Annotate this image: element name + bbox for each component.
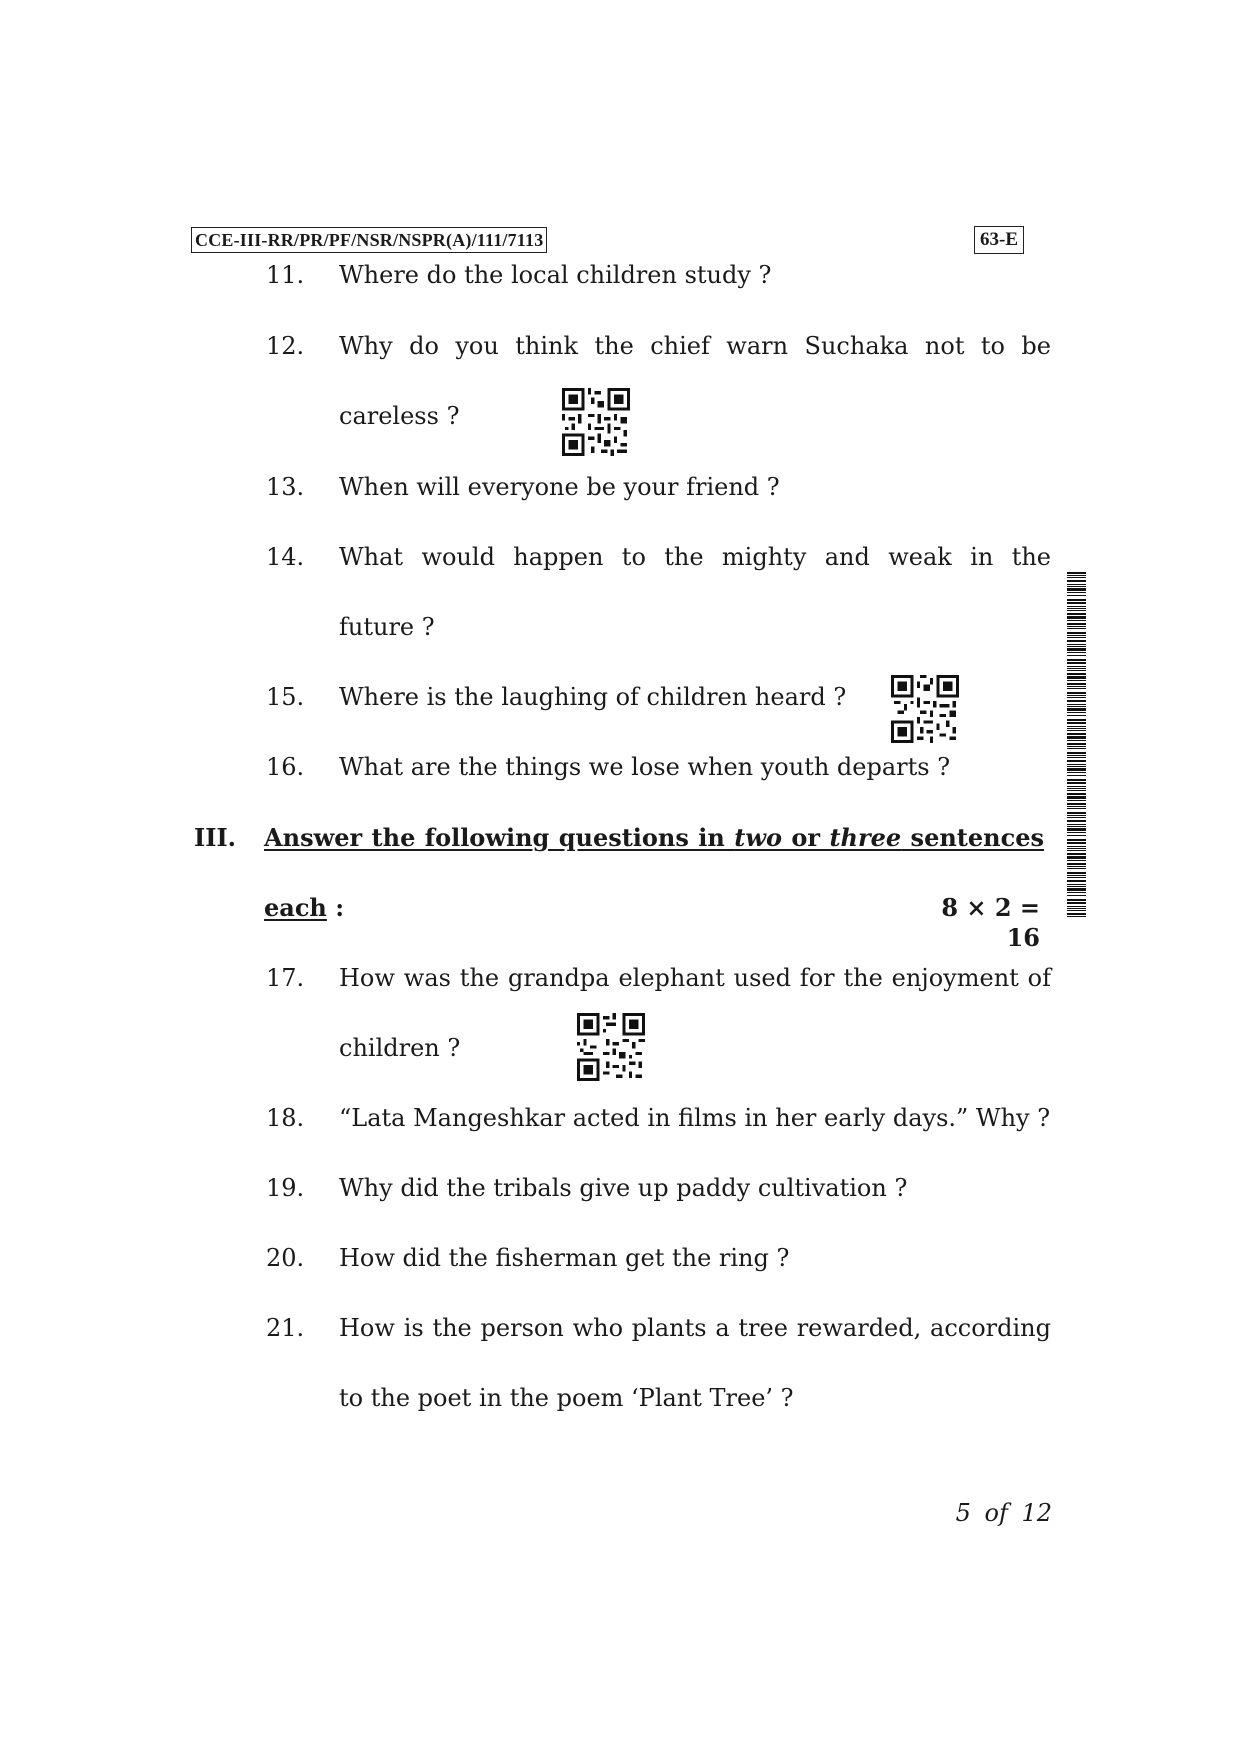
page-number: 5 of 12 (955, 1499, 1052, 1527)
question-text-continued: future ? (339, 613, 435, 641)
question-text-continued: careless ? (339, 402, 460, 430)
question-number: 13. (266, 473, 305, 501)
qr-code-icon (891, 675, 959, 743)
section-marks: 8 × 2 = 16 (941, 893, 1040, 952)
question-number: 14. (266, 543, 305, 571)
question-number: 17. (266, 964, 305, 992)
question-text: How did the fisherman get the ring ? (339, 1244, 790, 1272)
question-text: Why do you think the chief warn Suchaka not to be (339, 332, 1051, 360)
question-text-continued: to the poet in the poem ‘Plant Tree’ ? (339, 1384, 794, 1412)
question-text: “Lata Mangeshkar acted in films in her early days.” Why ? (339, 1104, 1051, 1132)
question-text: Where do the local children study ? (339, 261, 772, 289)
set-code: 63-E (974, 226, 1024, 254)
question-number: 21. (266, 1314, 305, 1342)
question-text: Why did the tribals give up paddy cultivation ? (339, 1174, 908, 1202)
question-text: What are the things we lose when youth departs ? (339, 753, 951, 781)
question-number: 16. (266, 753, 305, 781)
question-text: Where is the laughing of children heard ? (339, 683, 847, 711)
question-text: What would happen to the mighty and weak in the (339, 543, 1051, 571)
qr-code-icon (577, 1013, 645, 1081)
section-number: III. (194, 823, 237, 852)
section-title-continued: each : (264, 893, 345, 922)
paper-code: CCE-III-RR/PR/PF/NSR/NSPR(A)/111/7113 (191, 227, 547, 253)
question-number: 12. (266, 332, 305, 360)
question-text: How is the person who plants a tree rewarded, according (339, 1314, 1051, 1342)
question-text-continued: children ? (339, 1034, 461, 1062)
question-number: 18. (266, 1104, 305, 1132)
question-text: When will everyone be your friend ? (339, 473, 780, 501)
question-number: 20. (266, 1244, 305, 1272)
qr-code-icon (562, 388, 630, 456)
barcode-icon (1067, 572, 1086, 917)
question-number: 19. (266, 1174, 305, 1202)
section-title: Answer the following questions in two or three sentences (264, 823, 1044, 852)
question-text: How was the grandpa elephant used for the enjoyment of (339, 964, 1051, 992)
question-number: 11. (266, 261, 305, 289)
question-number: 15. (266, 683, 305, 711)
